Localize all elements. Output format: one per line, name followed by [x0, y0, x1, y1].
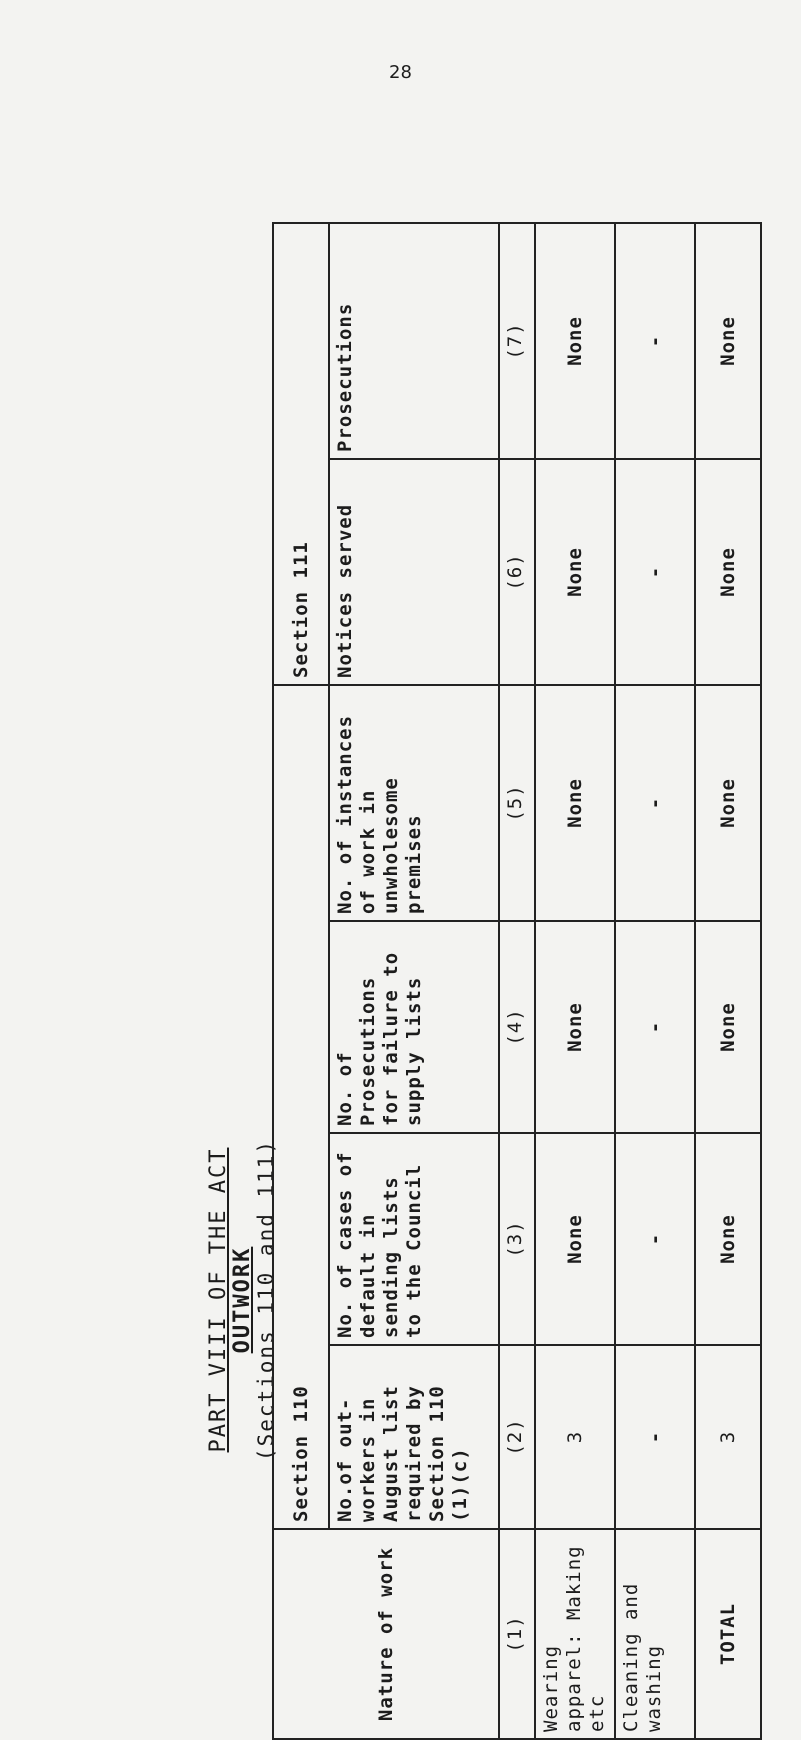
header-default-cases: No. of cases of default in sending lists to the Council	[329, 1133, 499, 1345]
cell-prosecutions: None	[535, 223, 615, 459]
cell-prosecutions-lists: -	[615, 921, 695, 1133]
column-number: (3)	[499, 1133, 535, 1345]
header-nature-of-work: Nature of work	[273, 1529, 499, 1739]
section-111-header: Section 111	[273, 223, 329, 685]
table-title-block	[202, 224, 278, 1740]
column-number: (4)	[499, 921, 535, 1133]
sections-note: (Sections 110 and 111)	[254, 1138, 278, 1462]
cell-defaults: None	[535, 1133, 615, 1345]
total-row	[695, 223, 761, 1739]
cell-notices: -	[615, 459, 695, 685]
section-110-header: Section 110	[273, 685, 329, 1529]
header-outworkers-count: No.of out-workers in August list required by Section 110 (1)(c)	[329, 1345, 499, 1529]
outwork-table-rotated	[202, 224, 739, 1740]
cell-prosecutions-lists: None	[535, 921, 615, 1133]
total-unwholesome: None	[695, 685, 761, 921]
outwork-subtitle: OUTWORK	[230, 1246, 255, 1354]
header-prosecutions: Prosecutions	[329, 223, 499, 459]
total-label: TOTAL	[695, 1529, 761, 1739]
cell-unwholesome: -	[615, 685, 695, 921]
cell-prosecutions: -	[615, 223, 695, 459]
total-notices: None	[695, 459, 761, 685]
column-number: (5)	[499, 685, 535, 921]
column-number: (2)	[499, 1345, 535, 1529]
cell-notices: None	[535, 459, 615, 685]
header-unwholesome-premises: No. of instances of work in unwholesome premises	[329, 685, 499, 921]
column-number: (6)	[499, 459, 535, 685]
cell-unwholesome: None	[535, 685, 615, 921]
cell-outworkers: 3	[535, 1345, 615, 1529]
cell-defaults: -	[615, 1133, 695, 1345]
header-prosecutions-lists: No. of Prosecutions for failure to supply lists	[329, 921, 499, 1133]
total-prosecutions: None	[695, 223, 761, 459]
total-defaults: None	[695, 1133, 761, 1345]
header-notices-served: Notices served	[329, 459, 499, 685]
row-nature: Cleaning and washing	[615, 1529, 695, 1739]
table-row	[615, 223, 695, 1739]
table-row	[535, 223, 615, 1739]
total-prosecutions-lists: None	[695, 921, 761, 1133]
part-title: PART VIII OF THE ACT	[206, 1147, 231, 1453]
row-nature: Wearing apparel: Making etc	[535, 1529, 615, 1739]
column-number: (1)	[499, 1529, 535, 1739]
outwork-table	[272, 222, 762, 1740]
total-outworkers: 3	[695, 1345, 761, 1529]
page-number: 28	[389, 62, 412, 83]
cell-outworkers: -	[615, 1345, 695, 1529]
column-number: (7)	[499, 223, 535, 459]
